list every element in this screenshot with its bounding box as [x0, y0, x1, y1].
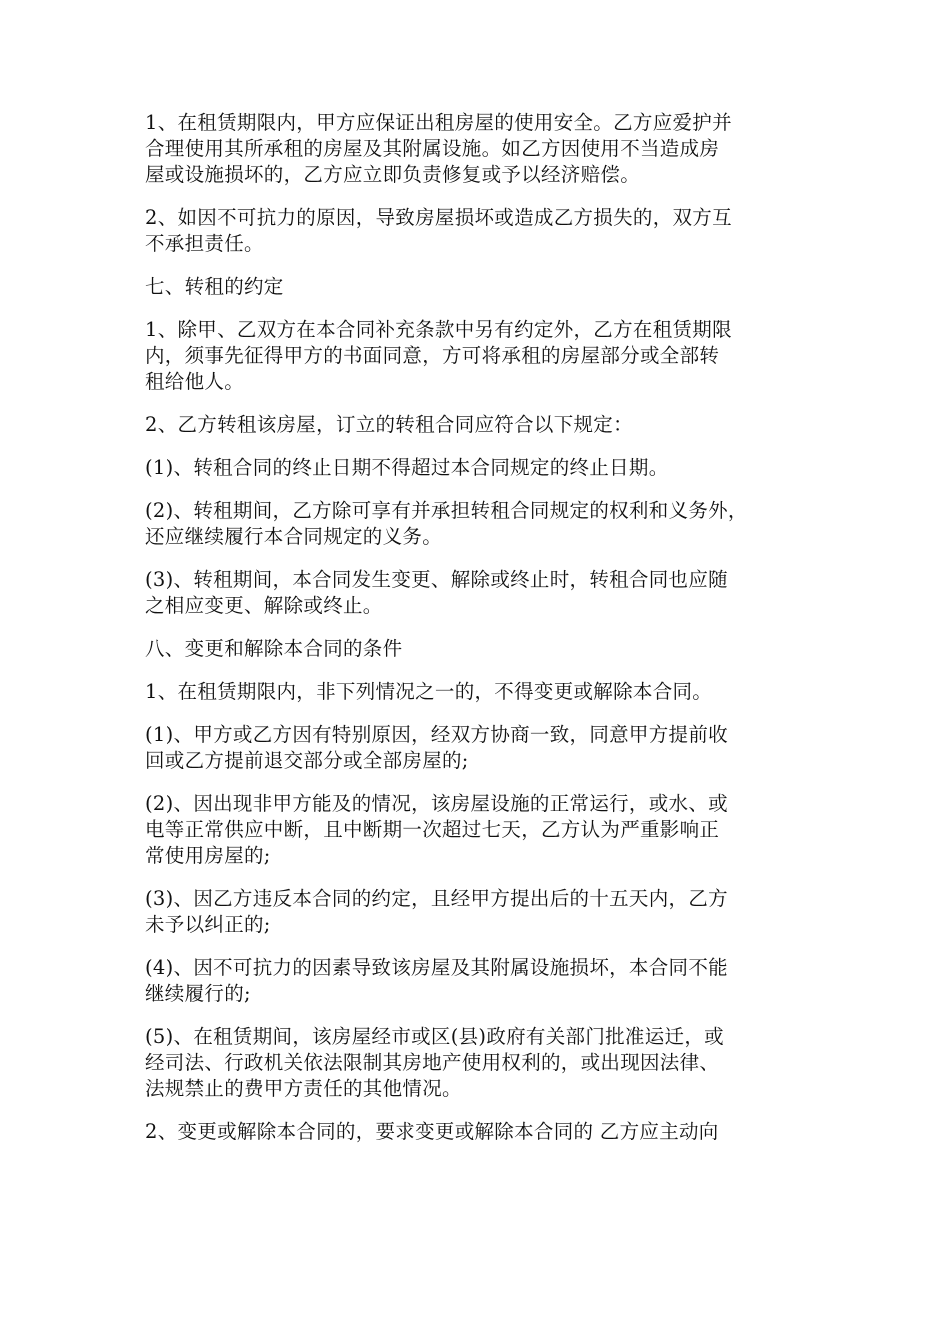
text-line: (1)、转租合同的终止日期不得超过本合同规定的终止日期。 — [145, 456, 669, 479]
text-line: 未予以纠正的; — [145, 913, 271, 936]
paragraph — [145, 567, 810, 619]
text-line: 2、变更或解除本合同的，要求变更或解除本合同的 乙方应主动向 — [145, 1120, 719, 1143]
paragraph — [145, 110, 810, 188]
paragraph — [145, 679, 810, 705]
text-line: 合理使用其所承租的房屋及其附属设施。如乙方因使用不当造成房 — [145, 137, 720, 160]
text-line: 还应继续履行本合同规定的义务。 — [145, 525, 443, 548]
paragraph — [145, 1024, 810, 1102]
text-line: (4)、因不可抗力的因素导致该房屋及其附属设施损坏，本合同不能 — [145, 956, 728, 979]
paragraph — [145, 455, 810, 481]
text-line: 之相应变更、解除或终止。 — [145, 594, 383, 617]
text-line: (2)、转租期间，乙方除可享有并承担转租合同规定的权利和义务外， — [145, 499, 748, 522]
text-line: 1、除甲、乙双方在本合同补充条款中另有约定外，乙方在租赁期限 — [145, 318, 732, 341]
text-line: 常使用房屋的; — [145, 844, 271, 867]
paragraph — [145, 205, 810, 257]
text-line: 1、在租赁期限内，非下列情况之一的，不得变更或解除本合同。 — [145, 680, 713, 703]
text-line: 屋或设施损坏的，乙方应立即负责修复或予以经济赔偿。 — [145, 163, 641, 186]
paragraph — [145, 791, 810, 869]
paragraph — [145, 886, 810, 938]
text-line: 不承担责任。 — [145, 232, 264, 255]
text-line: 电等正常供应中断，且中断期一次超过七天，乙方认为严重影响正 — [145, 818, 720, 841]
text-line: 1、在租赁期限内，甲方应保证出租房屋的使用安全。乙方应爱护并 — [145, 111, 732, 134]
text-line: (1)、甲方或乙方因有特别原因，经双方协商一致，同意甲方提前收 — [145, 723, 728, 746]
text-line: (3)、因乙方违反本合同的约定，且经甲方提出后的十五天内，乙方 — [145, 887, 728, 910]
text-line: 八、变更和解除本合同的条件 — [145, 637, 403, 660]
text-line: (3)、转租期间，本合同发生变更、解除或终止时，转租合同也应随 — [145, 568, 728, 591]
text-line: 回或乙方提前退交部分或全部房屋的; — [145, 749, 469, 772]
text-line: 2、如因不可抗力的原因，导致房屋损坏或造成乙方损失的，双方互 — [145, 206, 732, 229]
text-line: 法规禁止的费甲方责任的其他情况。 — [145, 1077, 462, 1100]
paragraph — [145, 636, 810, 662]
text-line: 经司法、行政机关依法限制其房地产使用权利的，或出现因法律、 — [145, 1051, 720, 1074]
paragraph — [145, 412, 810, 438]
paragraph — [145, 317, 810, 395]
document-body — [145, 110, 810, 1162]
paragraph — [145, 1119, 810, 1145]
text-line: 租给他人。 — [145, 370, 245, 393]
paragraph — [145, 722, 810, 774]
text-line: (2)、因出现非甲方能及的情况，该房屋设施的正常运行，或水、或 — [145, 792, 728, 815]
text-line: 2、乙方转租该房屋，订立的转租合同应符合以下规定： — [145, 413, 633, 436]
text-line: (5)、在租赁期间，该房屋经市或区(县)政府有关部门批准运迁，或 — [145, 1025, 724, 1048]
text-line: 继续履行的; — [145, 982, 251, 1005]
text-line: 七、转租的约定 — [145, 275, 284, 298]
paragraph — [145, 498, 810, 550]
text-line: 内，须事先征得甲方的书面同意，方可将承租的房屋部分或全部转 — [145, 344, 720, 367]
paragraph — [145, 274, 810, 300]
paragraph — [145, 955, 810, 1007]
